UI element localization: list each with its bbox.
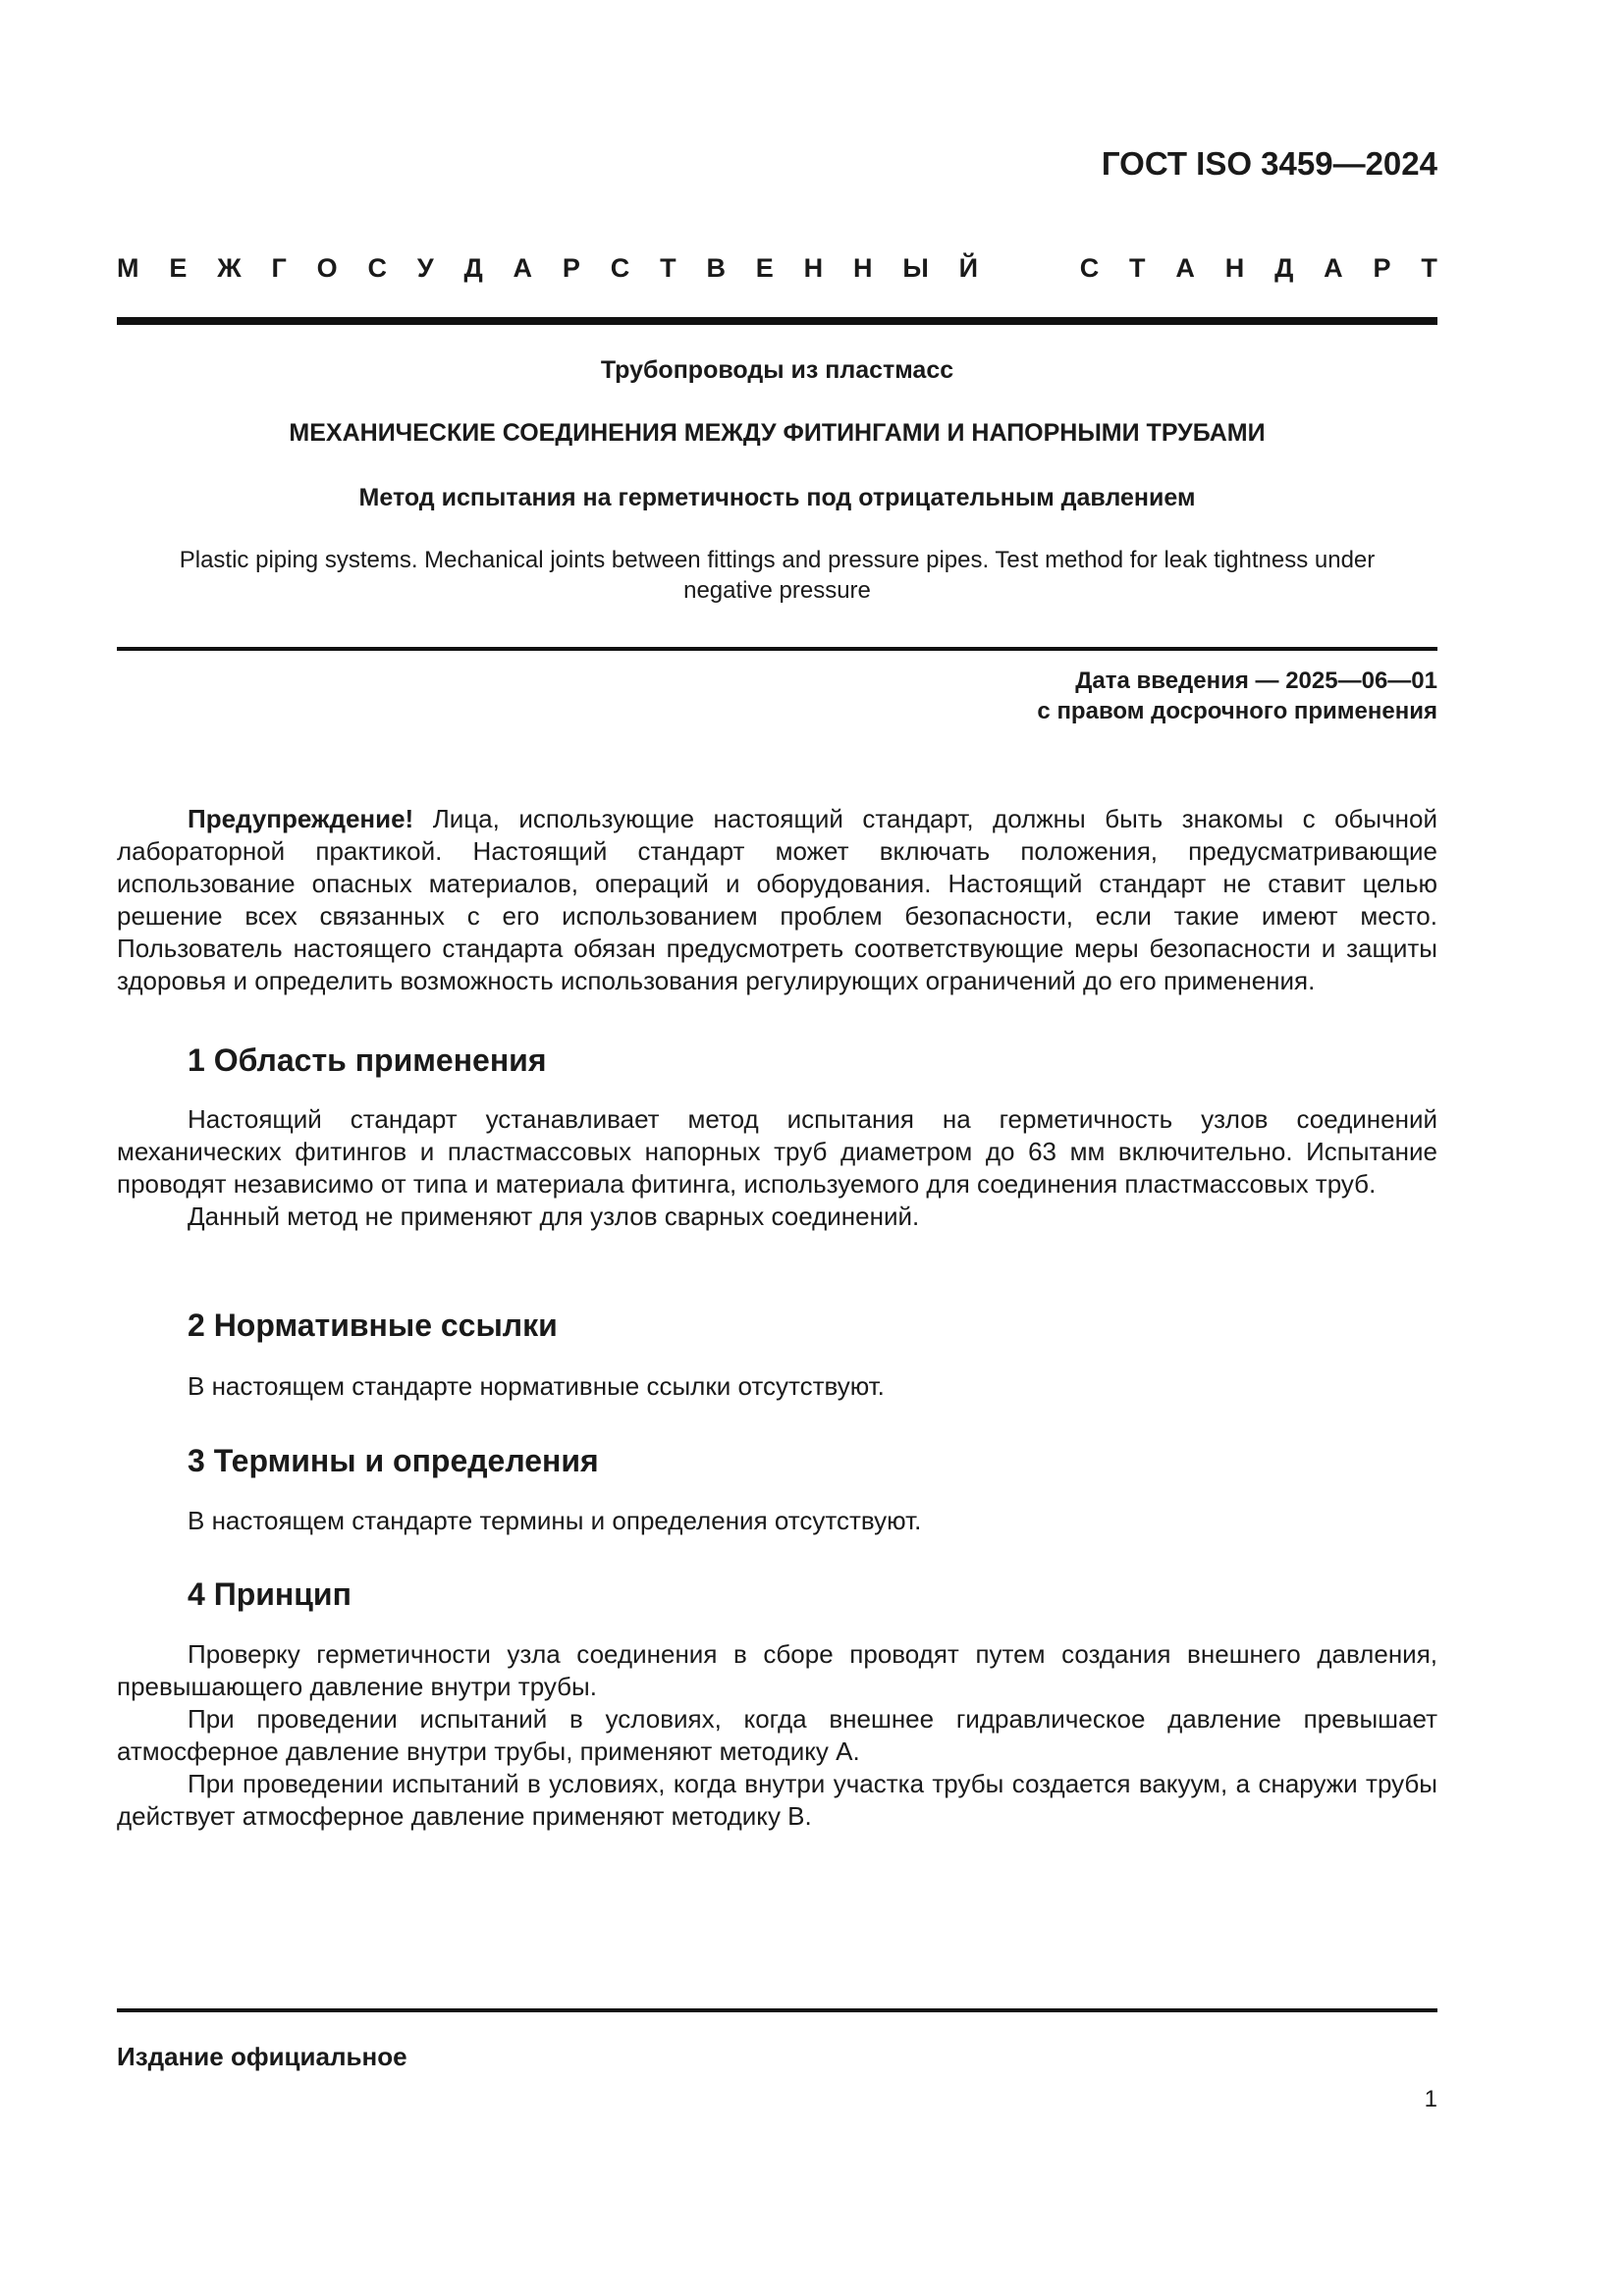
section-1-body bbox=[117, 1103, 1437, 1233]
banner-letter: Н bbox=[803, 253, 824, 283]
paragraph: При проведении испытаний в условиях, когда внутри участка трубы создается вакуум, а снаружи трубы действует атмосферное давление применяют методику В. bbox=[117, 1769, 1437, 1831]
banner-letter: Г bbox=[271, 253, 287, 283]
section-4-body bbox=[117, 1638, 1437, 1833]
warning-paragraph bbox=[117, 803, 1437, 997]
warning-label: Предупреждение! bbox=[188, 804, 414, 833]
paragraph: В настоящем стандарте термины и определения отсутствуют. bbox=[188, 1506, 922, 1535]
banner-letter: А bbox=[513, 253, 533, 283]
section-3-body bbox=[117, 1505, 1437, 1537]
banner-letter: А bbox=[1175, 253, 1195, 283]
banner-letter: Т bbox=[660, 253, 677, 283]
warning-block bbox=[117, 803, 1437, 997]
section-heading: 3 Термины и определения bbox=[188, 1443, 599, 1478]
banner-letter: С bbox=[1079, 253, 1100, 283]
section-3 bbox=[117, 1443, 1437, 1479]
banner-letter: С bbox=[367, 253, 387, 283]
banner-letter: А bbox=[1324, 253, 1343, 283]
footer-rule bbox=[117, 2008, 1437, 2012]
banner-word-gap bbox=[1008, 253, 1050, 284]
early-application-note: с правом досрочного применения bbox=[1037, 698, 1437, 724]
paragraph: Данный метод не применяют для узлов сварных соединений. bbox=[188, 1201, 920, 1231]
title-english: Plastic piping systems. Mechanical joints between fittings and pressure pipes. Test method for leak tightness under negative pressure bbox=[179, 547, 1376, 604]
banner-letter: М bbox=[117, 253, 139, 283]
document-number: ГОСТ ISO 3459—2024 bbox=[1101, 145, 1437, 182]
banner-letter: Й bbox=[958, 253, 979, 283]
section-heading: 2 Нормативные ссылки bbox=[188, 1308, 558, 1343]
banner-letter: Ы bbox=[902, 253, 929, 283]
banner-letter: Т bbox=[1421, 253, 1437, 283]
introduction-date: Дата введения — 2025—06—01 bbox=[1075, 667, 1437, 694]
introduction-date-block bbox=[1037, 666, 1437, 726]
banner-letter: Е bbox=[755, 253, 774, 283]
banner-letter: У bbox=[416, 253, 434, 283]
page-number: 1 bbox=[1424, 2086, 1437, 2112]
banner-letter: Н bbox=[1224, 253, 1245, 283]
banner-letter: Ж bbox=[217, 253, 242, 283]
paragraph: Проверку герметичности узла соединения в сборе проводят путем создания внешнего давления, превышающего давление внутри трубы. bbox=[117, 1639, 1437, 1701]
paragraph: В настоящем стандарте нормативные ссылки отсутствуют. bbox=[188, 1371, 885, 1401]
title-subtitle: Метод испытания на герметичность под отрицательным давлением bbox=[358, 484, 1196, 511]
section-heading: 1 Область применения bbox=[188, 1042, 547, 1078]
banner-letter: Р bbox=[562, 253, 580, 283]
banner-letter: Р bbox=[1373, 253, 1391, 283]
banner-letter: О bbox=[316, 253, 338, 283]
title-group: Трубопроводы из пластмасс bbox=[600, 356, 954, 384]
title-main: МЕХАНИЧЕСКИЕ СОЕДИНЕНИЯ МЕЖДУ ФИТИНГАМИ И НАПОРНЫМИ ТРУБАМИ bbox=[289, 419, 1266, 447]
banner-letter: Е bbox=[169, 253, 188, 283]
paragraph: При проведении испытаний в условиях, когда внешнее гидравлическое давление превышает атмосферное давление внутри трубы, применяют методику А. bbox=[117, 1704, 1437, 1766]
section-2 bbox=[117, 1308, 1437, 1344]
banner-letter: С bbox=[610, 253, 630, 283]
banner-letter: В bbox=[706, 253, 726, 283]
banner-letter: Д bbox=[1274, 253, 1294, 283]
banner-letter: Д bbox=[463, 253, 483, 283]
interstate-standard-banner bbox=[117, 253, 1437, 284]
warning-text: Лица, использующие настоящий стандарт, должны быть знакомы с обычной лабораторной практикой. Настоящий стандарт может включать положения, предусматривающие использование опасных материалов, операций и оборудования. Настоящий стандарт не ставит целью решение всех связанных с его использованием проблем безопасности, если такие имеют место. Пользователь настоящего стандарта обязан предусмотреть соответствующие меры безопасности и защиты здоровья и определить возможность использования регулирующих ограничений до его применения. bbox=[117, 804, 1437, 995]
banner-letter: Н bbox=[852, 253, 873, 283]
section-2-body bbox=[117, 1370, 1437, 1403]
section-1 bbox=[117, 1042, 1437, 1079]
paragraph: Настоящий стандарт устанавливает метод испытания на герметичность узлов соединений механических фитингов и пластмассовых напорных труб диаметром до 63 мм включительно. Испытание проводят независимо от типа и материала фитинга, используемого для соединения пластмассовых труб. bbox=[117, 1104, 1437, 1199]
banner-letter: Т bbox=[1129, 253, 1146, 283]
header-rule bbox=[117, 317, 1437, 325]
section-heading: 4 Принцип bbox=[188, 1576, 352, 1612]
title-rule bbox=[117, 647, 1437, 651]
section-4 bbox=[117, 1576, 1437, 1613]
official-edition-label: Издание официальное bbox=[117, 2042, 407, 2071]
